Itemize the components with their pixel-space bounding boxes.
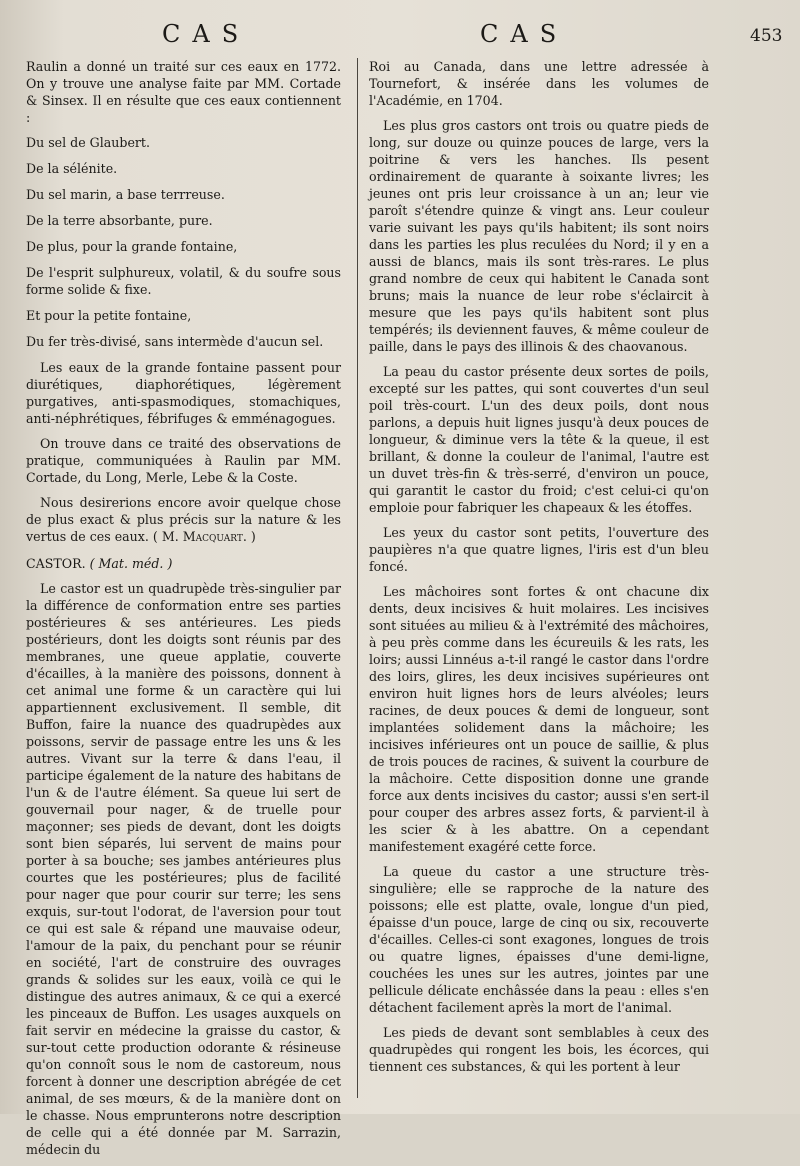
article-heading: [26, 555, 341, 572]
feet-paragraph: Les pieds de devant sont semblables à ceux des quadrupèdes qui rongent les bois, les écorces, qui tiennent ces substances, & qui les portent à leur: [369, 1025, 709, 1074]
list-item: De la sélénite.: [26, 161, 118, 176]
list-item: De l'esprit sulphureux, volatil, & du soufre sous forme solide & fixe.: [26, 265, 341, 297]
properties-paragraph: Les eaux de la grande fontaine passent pour diurétiques, diaphorétiques, légèrement purgatives, anti-spasmodiques, stomachiques, anti-néphrétiques, fébrifuges & emménagogues.: [26, 360, 341, 426]
running-head-left: CAS: [162, 20, 251, 48]
castor-paragraph: Le castor est un quadrupède très-singulier par la différence de conformation entre ses parties postérieures & ses antérieures. Les pieds postérieurs, dont les doigts sont réunis par des membranes, une queue applatie, couverte d'écailles, à la manière des poissons, donnent à cet animal une forme & un caractère qui lui appartiennent exclusivement. Il semble, dit Buffon, faire la nuance des quadrupèdes aux poissons, servir de passage entre les uns & les autres. Vivant sur la terre & dans l'eau, il participe également de la nature des habitans de l'un & de l'autre élément. Sa queue lui sert de gouvernail pour nager, & de truelle pour maçonner; ses pieds de devant, dont les doigts sont bien séparés, lui servent de mains pour porter à sa bouche; ses jambes antérieures plus courtes que les postérieures; plus de facilité pour nager que pour courir sur terre; les sens exquis, sur-tout l'odorat, de l'aversion pour tout ce qui est sale & répand une mauvaise odeur, l'amour de la paix, du penchant pour se réunir en société, l'art de construire des ouvrages grands & solides sur les eaux, voilà ce qui le distingue des autres animaux, & ce qui a exercé les pinceaux de Buffon. Les usages auxquels on fait servir en médecine la graisse du castor, & sur-tout cette production odorante & résineuse qu'on connoît sous le nom de castoreum, nous forcent à donner une description abrégée de cet animal, de ses mœurs, & de la manière dont on le chasse. Nous emprunterons notre description de celle qui a été donnée par M. Sarrazin, médecin du: [26, 581, 341, 1157]
desire-paragraph: [26, 494, 341, 545]
running-head-right: CAS: [480, 20, 569, 48]
page-number: 453: [750, 26, 783, 46]
list-item: Du sel de Glaubert.: [26, 135, 150, 150]
intro-paragraph: Raulin a donné un traité sur ces eaux en 1772. On y trouve une analyse faite par MM. Cortade & Sinsex. Il en résulte que ces eaux contiennent :: [26, 59, 341, 125]
observations-paragraph: On trouve dans ce traité des observations de pratique, communiquées à Raulin par MM. Cortade, du Long, Merle, Lebe & la Coste.: [26, 436, 341, 485]
right-column: [369, 58, 709, 1083]
author-signature: ( M. Macquart. ): [152, 529, 256, 544]
list-item: De plus, pour la grande fontaine,: [26, 239, 238, 254]
running-head: [0, 20, 800, 54]
continuation-paragraph: Roi au Canada, dans une lettre adressée à Tournefort, & insérée dans les volumes de l'Académie, en 1704.: [369, 59, 709, 108]
list-item: De la terre absorbante, pure.: [26, 213, 213, 228]
desire-text: Nous desirerions encore avoir quelque chose de plus exact & plus précis sur la nature & les vertus de ces eaux.: [26, 495, 341, 544]
skin-paragraph: La peau du castor présente deux sortes de poils, excepté sur les pattes, qui sont couvertes d'un seul poil très-court. L'un des deux poils, dont nous parlons, a depuis huit lignes jusqu'à deux pouces de longueur, & diminue vers la tête & la queue, il est brillant, & donne la couleur de l'animal, l'autre est un duvet très-fin & très-serré, d'environ un pouce, qui garantit le castor du froid; c'est celui-ci qu'on emploie pour fabriquer les chapeaux & les étoffes.: [369, 364, 709, 515]
list-item: Et pour la petite fontaine,: [26, 308, 192, 323]
heading-category: ( Mat. méd. ): [89, 556, 173, 571]
column-divider: [357, 58, 358, 1098]
jaws-paragraph: Les mâchoires sont fortes & ont chacune dix dents, deux incisives & huit molaires. Les incisives sont situées au milieu & à l'extrémité des mâchoires, à peu près comme dans les écureuils & les rats, les loirs; aussi Linnéus a-t-il rangé le castor dans l'ordre des loirs, glires, les deux incisives supérieures ont environ huit lignes hors de leurs alvéoles; leurs racines, de deux pouces & demi de longueur, sont implantées solidement dans la mâchoire; les incisives inférieures ont un pouce de saillie, & plus de trois pouces de racines, & suivent la courbure de la mâchoire. Cette disposition donne une grande force aux dents incisives du castor; aussi s'en sert-il pour couper des arbres assez forts, & parvient-il à les scier & à les abattre. On a cependant manifestement exagéré cette force.: [369, 584, 709, 854]
list-item: Du fer très-divisé, sans intermède d'aucun sel.: [26, 334, 324, 349]
size-paragraph: Les plus gros castors ont trois ou quatre pieds de long, sur douze ou quinze pouces de large, vers la poitrine & vers les hanches. Ils pesent ordinairement de quarante à soixante livres; les jeunes ont pris leur croissance à un an; leur vie paroît s'étendre quinze & vingt ans. Leur couleur varie suivant les pays qu'ils habitent; ils sont noirs dans les parties les plus reculées du Nord; il y en a aussi de blancs, mais ils sont très-rares. Le plus grand nombre de ceux qui habitent le Canada sont bruns; mais la nuance de leur robe s'éclaircit à mesure que les pays qu'ils habitent sont plus tempérés; ils deviennent fauves, & même couleur de paille, dans le pays des illinois & des chaovanous.: [369, 118, 709, 354]
left-column: [26, 58, 341, 1166]
eyes-paragraph: Les yeux du castor sont petits, l'ouverture des paupières n'a que quatre lignes, l'iris est d'un bleu foncé.: [369, 525, 709, 574]
tail-paragraph: La queue du castor a une structure très-singulière; elle se rapproche de la nature des poissons; elle est platte, ovale, longue d'un pied, épaisse d'un pouce, large de cinq ou six, recouverte d'écailles. Celles-ci sont exagones, longues de trois ou quatre lignes, épaisses d'une demi-ligne, couchées les unes sur les autres, jointes par une pellicule délicate enchâssée dans la peau : elles s'en détachent facilement après la mort de l'animal.: [369, 864, 709, 1015]
list-item: Du sel marin, a base terrreuse.: [26, 187, 225, 202]
heading-term: CASTOR.: [26, 556, 86, 571]
